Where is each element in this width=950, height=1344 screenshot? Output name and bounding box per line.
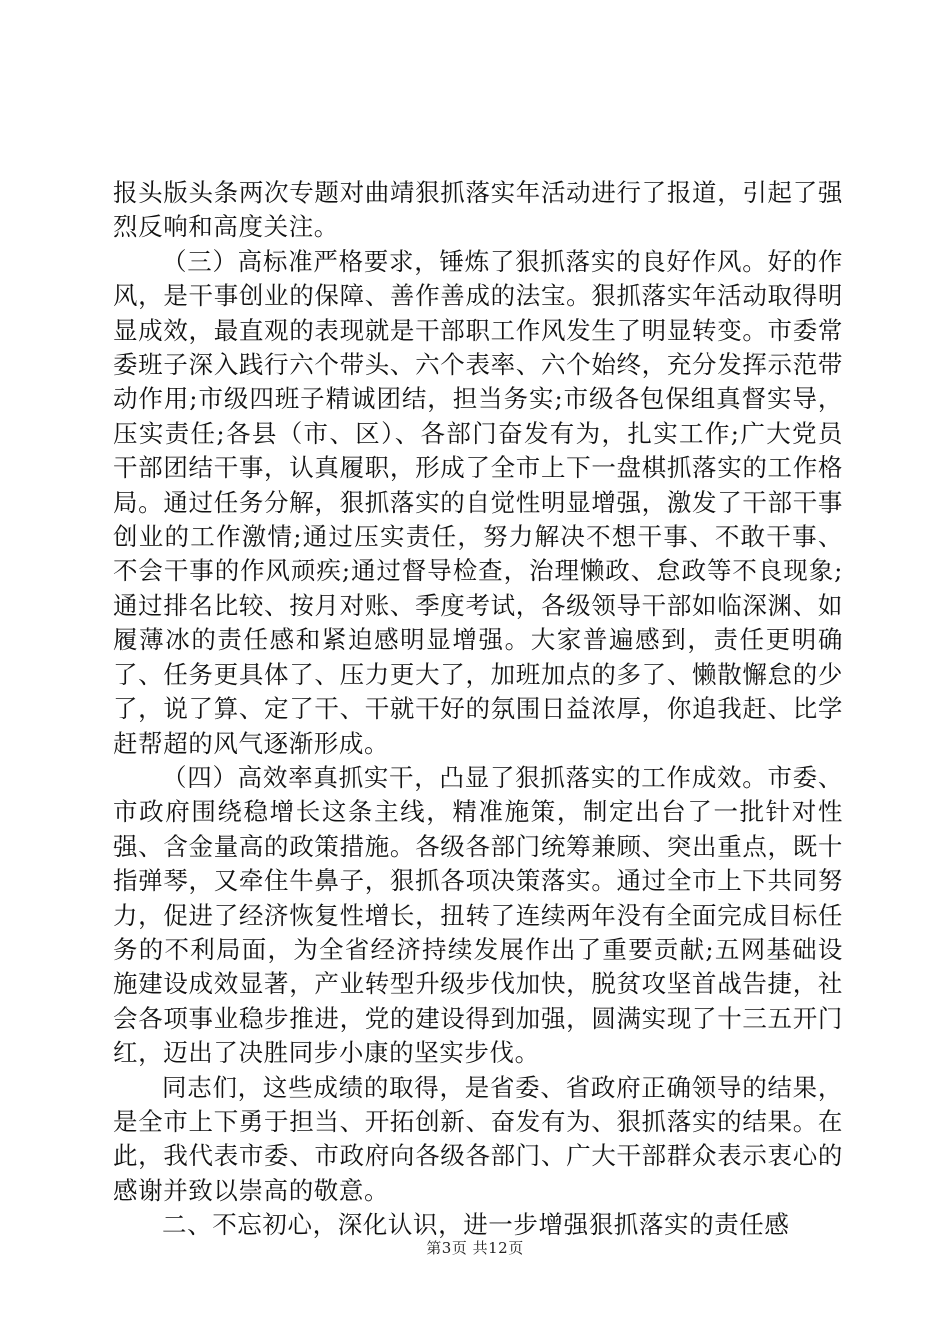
paragraph-4: 同志们，这些成绩的取得，是省委、省政府正确领导的结果，是全市上下勇于担当、开拓创新、奋发有为、狠抓落实的结果。在此，我代表市委、市政府向各级各部门、广大干部群众表示衷心的感谢并致以崇高的敬意。 bbox=[113, 1072, 843, 1205]
paragraph-2: （三）高标准严格要求，锤炼了狠抓落实的良好作风。好的作风，是干事创业的保障、善作善成的法宝。狠抓落实年活动取得明显成效，最直观的表现就是干部职工作风发生了明显转变。市委常委班子深入践行六个带头、六个表率、六个始终，充分发挥示范带动作用;市级四班子精诚团结，担当务实;市级各包保组真督实导，压实责任;各县（市、区）、各部门奋发有为，扎实工作;广大党员干部团结干事，认真履职，形成了全市上下一盘棋抓落实的工作格局。通过任务分解，狠抓落实的自觉性明显增强，激发了干部干事创业的工作激情;通过压实责任，努力解决不想干事、不敢干事、不会干事的作风顽疾;通过督导检查，治理懒政、怠政等不良现象;通过排名比较、按月对账、季度考试，各级领导干部如临深渊、如履薄冰的责任感和紧迫感明显增强。大家普遍感到，责任更明确了、任务更具体了、压力更大了，加班加点的多了、懒散懈怠的少了，说了算、定了干、干就干好的氛围日益浓厚，你追我赶、比学赶帮超的风气逐渐形成。 bbox=[113, 246, 843, 758]
document-body bbox=[113, 176, 843, 1243]
paragraph-3: （四）高效率真抓实干，凸显了狠抓落实的工作成效。市委、市政府围绕稳增长这条主线，精准施策，制定出台了一批针对性强、含金量高的政策措施。各级各部门统筹兼顾、突出重点，既十指弹琴，又牵住牛鼻子，狠抓各项决策落实。通过全市上下共同努力，促进了经济恢复性增长，扭转了连续两年没有全面完成目标任务的不利局面，为全省经济持续发展作出了重要贡献;五网基础设施建设成效显著，产业转型升级步伐加快，脱贫攻坚首战告捷，社会各项事业稳步推进，党的建设得到加强，圆满实现了十三五开门红，迈出了决胜同步小康的坚实步伐。 bbox=[113, 762, 843, 1068]
page-number-footer: 第3页 共12页 bbox=[426, 1239, 524, 1257]
paragraph-1: 报头版头条两次专题对曲靖狠抓落实年活动进行了报道，引起了强烈反响和高度关注。 bbox=[113, 178, 843, 242]
paragraph-5-heading: 二、不忘初心，深化认识，进一步增强狠抓落实的责任感 bbox=[162, 1210, 790, 1240]
